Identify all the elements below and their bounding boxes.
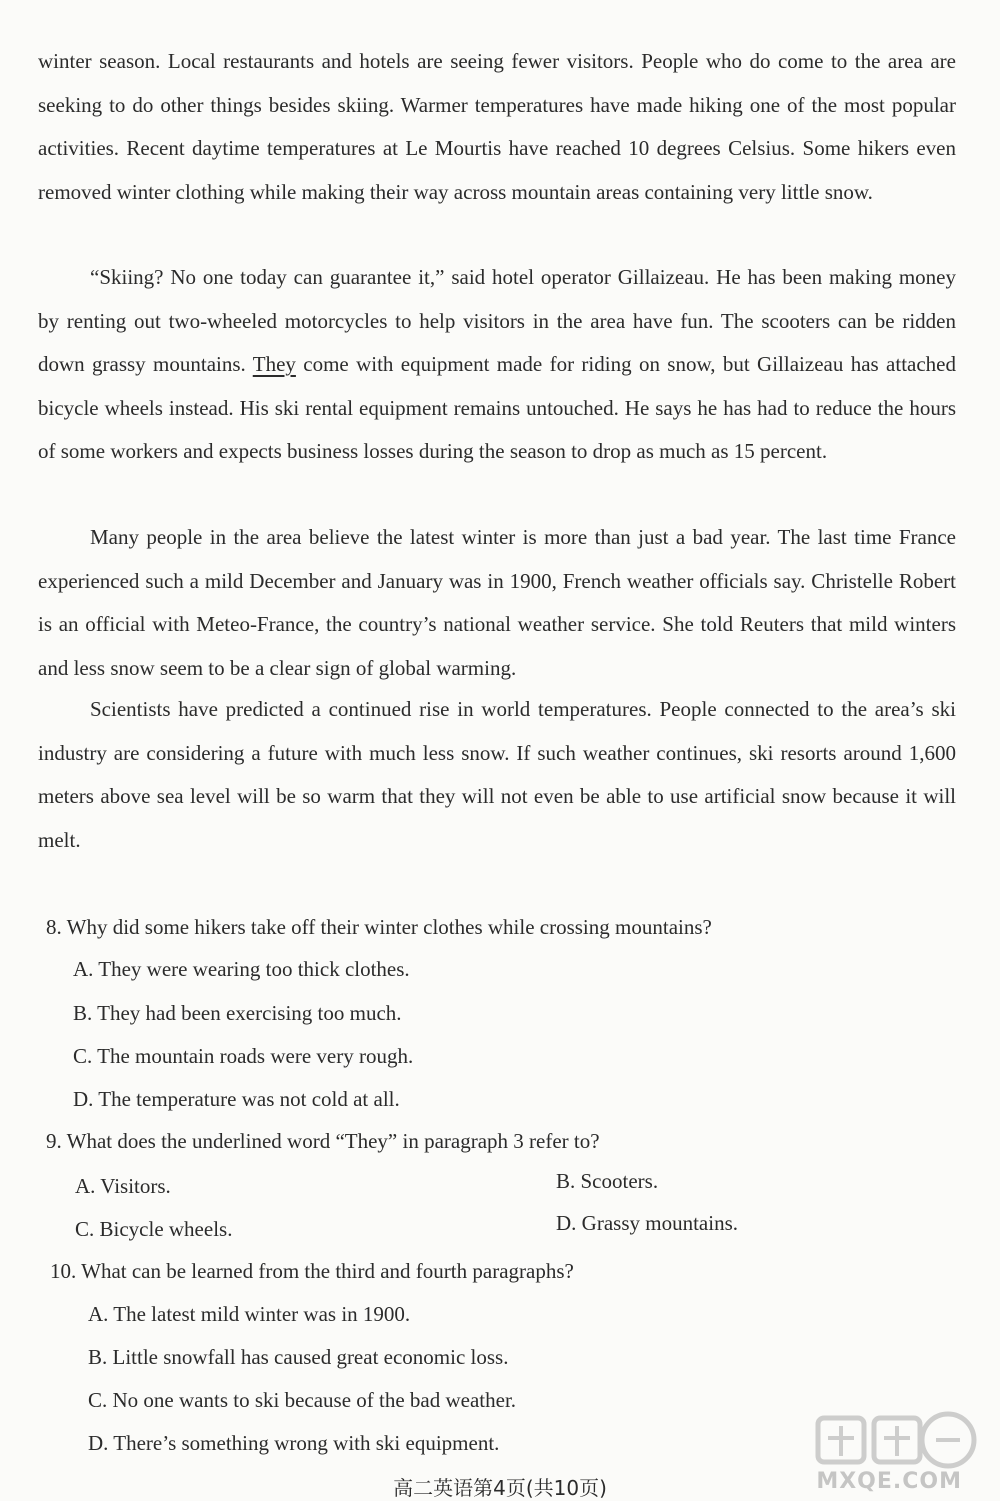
- question-9-option-a: A. Visitors.: [75, 1174, 171, 1198]
- passage-paragraph-4: Scientists have predicted a continued rise in world temperatures. People connected to the area’s ski industry are considering a future with much less snow. If such weather continues, ski resorts around 1,600 meters above sea level will be so warm that they will not even be able to use artificial snow because it will melt.: [38, 697, 956, 852]
- passage-paragraph-3: Many people in the area believe the latest winter is more than just a bad year. The last time France experienced such a mild December and January was in 1900, French weather officials say. Christelle Robert is an official with Meteo-France, the country’s national weather service. She told Reuters that mild winters and less snow seem to be a clear sign of global warming.: [38, 525, 956, 680]
- question-10-option-a: A. The latest mild winter was in 1900.: [88, 1302, 411, 1326]
- paragraph-2-text-before: “Skiing? No one today can guarantee it,” said hotel operator Gillaizeau. He has been making money by renting out two-wheeled motorcycles to help visitors in the area have fun. The scooters can be ridden down grassy mountains.: [38, 265, 956, 376]
- passage-paragraph-2: [38, 256, 956, 474]
- question-10-option-b: B. Little snowfall has caused great economic loss.: [88, 1345, 509, 1369]
- question-8-stem: 8. Why did some hikers take off their winter clothes while crossing mountains?: [46, 915, 712, 939]
- question-10-option-c: C. No one wants to ski because of the bad weather.: [88, 1388, 517, 1412]
- question-8-option-b: B. They had been exercising too much.: [73, 1001, 402, 1025]
- question-8-option-a: A. They were wearing too thick clothes.: [73, 957, 410, 981]
- question-10-stem: 10. What can be learned from the third and fourth paragraphs?: [50, 1259, 574, 1283]
- underlined-word-they: They: [252, 352, 296, 376]
- question-9-stem: 9. What does the underlined word “They” in paragraph 3 refer to?: [46, 1129, 600, 1153]
- page-footer: 高二英语第4页(共10页): [393, 1476, 607, 1500]
- passage-paragraph-1: winter season. Local restaurants and hotels are seeing fewer visitors. People who do come to the area are seeking to do other things besides skiing. Warmer temperatures have made hiking one of the most popular activities. Recent daytime temperatures at Le Mourtis have reached 10 degrees Celsius. Some hikers even removed winter clothing while making their way across mountain areas containing very little snow.: [38, 49, 956, 204]
- watermark-text: MXQE.COM: [816, 1469, 962, 1494]
- paragraph-2-text-after: come with equipment made for riding on snow, but Gillaizeau has attached bicycle wheels instead. His ski rental equipment remains untouched. He says he has had to reduce the hours of some workers and expects business losses during the season to drop as much as 15 percent.: [38, 352, 956, 463]
- question-9-option-c: C. Bicycle wheels.: [75, 1217, 233, 1241]
- question-10-option-d: D. There’s something wrong with ski equipment.: [88, 1431, 500, 1455]
- question-9-option-b: B. Scooters.: [556, 1169, 659, 1193]
- question-8-option-c: C. The mountain roads were very rough.: [73, 1044, 414, 1068]
- question-8-option-d: D. The temperature was not cold at all.: [73, 1087, 400, 1111]
- question-9-option-d: D. Grassy mountains.: [556, 1211, 738, 1235]
